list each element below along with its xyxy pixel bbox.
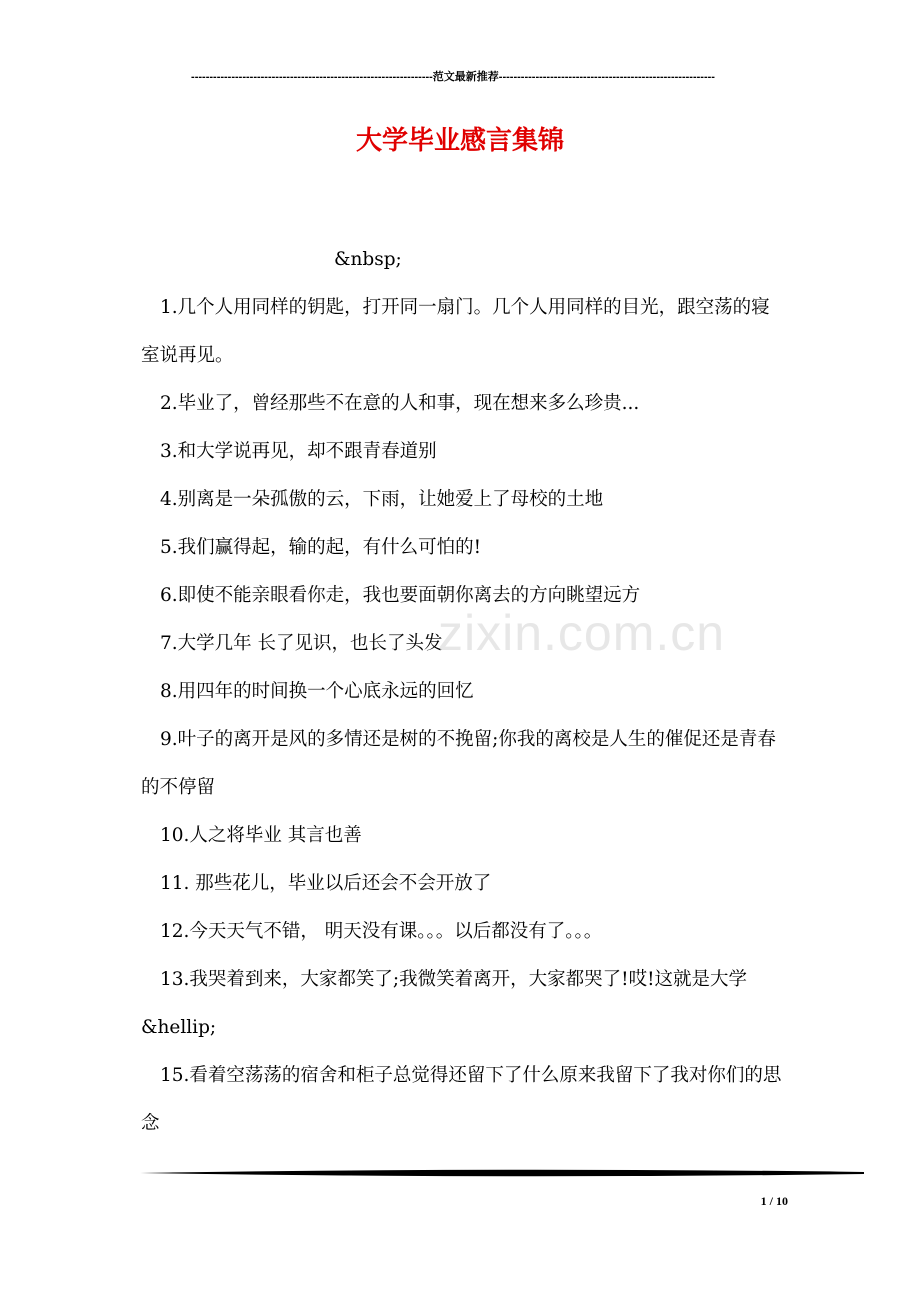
paragraph-7: 7.大学几年 长了见识，也长了头发 bbox=[160, 633, 443, 654]
paragraph-12: 12.今天天气不错， 明天没有课。。。以后都没有了。。。 bbox=[160, 921, 603, 942]
paragraph-6: 6.即使不能亲眼看你走，我也要面朝你离去的方向眺望远方 bbox=[160, 585, 641, 606]
watermark: zixin.com.cn bbox=[438, 605, 726, 661]
paragraph-11: 11. 那些花儿，毕业以后还会不会开放了 bbox=[160, 873, 492, 894]
paragraph-4: 4.别离是一朵孤傲的云，下雨，让她爱上了母校的土地 bbox=[160, 489, 604, 510]
paragraph-10: 10.人之将毕业 其言也善 bbox=[160, 825, 362, 846]
paragraph-3: 3.和大学说再见，却不跟青春道别 bbox=[160, 441, 437, 462]
footer-divider bbox=[140, 1165, 864, 1181]
paragraph-1: 1.几个人用同样的钥匙，打开同一扇门。几个人用同样的目光，跟空荡的寝室说再见。 bbox=[141, 297, 770, 366]
paragraph-13: 13.我哭着到来，大家都笑了;我微笑着离开，大家都哭了!哎!这就是大学&hellip; bbox=[141, 969, 748, 1038]
header-banner: ------------------------------------------------------------------范文最新推荐----------------------------------------------------------- bbox=[191, 71, 715, 83]
paragraph-9: 9.叶子的离开是风的多情还是树的不挽留;你我的离校是人生的催促还是青春的不停留 bbox=[141, 729, 776, 798]
paragraph-5: 5.我们赢得起，输的起，有什么可怕的! bbox=[160, 537, 482, 558]
paragraph-8: 8.用四年的时间换一个心底永远的回忆 bbox=[160, 681, 474, 702]
paragraph-nbsp: &nbsp; bbox=[334, 249, 402, 270]
paragraph-2: 2.毕业了，曾经那些不在意的人和事，现在想来多么珍贵... bbox=[160, 393, 640, 414]
page-number: 1 / 10 bbox=[760, 1194, 788, 1208]
document-title: 大学毕业感言集锦 bbox=[355, 126, 564, 156]
document-body bbox=[141, 236, 783, 1148]
paragraph-15: 15.看着空荡荡的宿舍和柜子总觉得还留下了什么原来我留下了我对你们的思念 bbox=[141, 1065, 782, 1134]
